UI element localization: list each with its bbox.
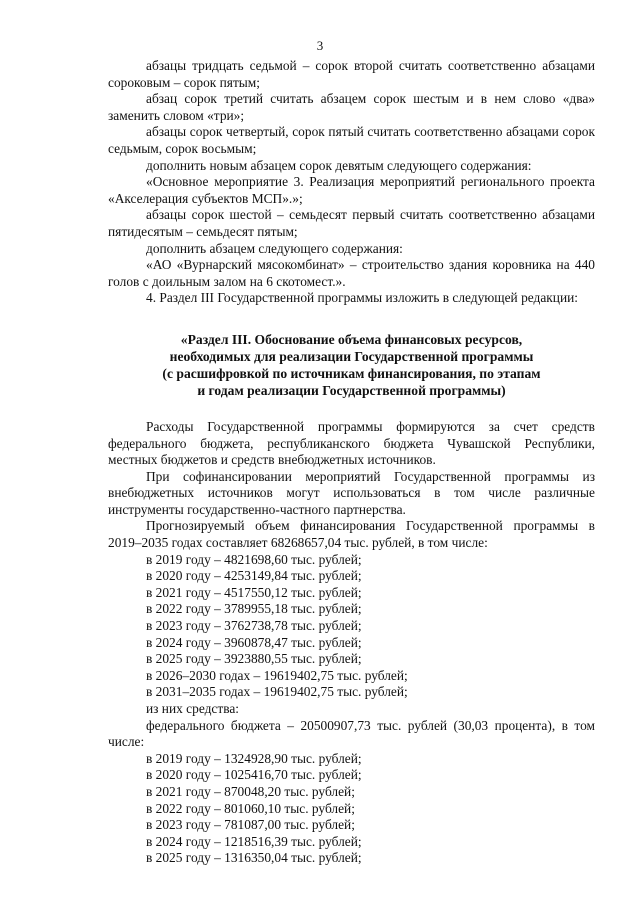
list-item: в 2019 году – 4821698,60 тыс. рублей; — [146, 551, 362, 567]
list-item: в 2021 году – 4517550,12 тыс. рублей; — [146, 584, 362, 600]
list-item: в 2022 году – 3789955,18 тыс. рублей; — [146, 601, 362, 617]
heading-line: необходимых для реализации Государственной программы — [169, 348, 534, 364]
heading-line: (с расшифровкой по источникам финансирования, по этапам — [162, 365, 541, 381]
list-item: в 2025 году – 3923880,55 тыс. рублей; — [146, 651, 362, 667]
list-item: в 2019 году – 1324928,90 тыс. рублей; — [146, 750, 362, 766]
total-by-year-list — [108, 552, 595, 701]
paragraph-renumber-43: абзац сорок третий считать абзацем сорок шестым и в нем слово «два» заменить словом «три»; — [108, 91, 595, 123]
list-item: в 2031–2035 годах – 19619402,75 тыс. рублей; — [146, 684, 408, 700]
paragraph-main-activity-3: «Основное мероприятие 3. Реализация мероприятий регионального проекта «Акселерация субъектов МСП».»; — [108, 174, 595, 206]
list-item: в 2024 году – 1218516,39 тыс. рублей; — [146, 833, 362, 849]
section-3-heading — [108, 331, 595, 399]
paragraph-vurnar-plant: «АО «Вурнарский мясокомбинат» – строительство здания коровника на 440 голов с доильным залом на 6 скотомест.». — [108, 257, 595, 289]
federal-by-year-list — [108, 751, 595, 867]
list-item: в 2023 году – 781087,00 тыс. рублей; — [146, 817, 355, 833]
heading-line: «Раздел III. Обоснование объема финансовых ресурсов, — [180, 331, 523, 347]
list-item: в 2021 году – 870048,20 тыс. рублей; — [146, 783, 355, 799]
paragraph-renumber-44-45: абзацы сорок четвертый, сорок пятый считать соответственно абзацами сорок седьмым, сорок восьмым; — [108, 124, 595, 156]
paragraph-total-volume: Прогнозируемый объем финансирования Государственной программы в 2019–2035 годах составляет 68268657,04 тыс. рублей, в том числе: — [108, 518, 595, 551]
heading-line: и годам реализации Государственной программы) — [197, 382, 506, 398]
paragraph-renumber-37-42: абзацы тридцать седьмой – сорок второй считать соответственно абзацами сороковым – сорок пятым; — [108, 58, 595, 90]
paragraph-expense-sources: Расходы Государственной программы формируются за счет средств федерального бюджета, республиканского бюджета Чувашской Республики, местных бюджетов и средств внебюджетных источников. — [108, 418, 595, 468]
paragraph-add-new: дополнить абзацем следующего содержания: — [146, 240, 403, 256]
list-item: в 2023 году – 3762738,78 тыс. рублей; — [146, 618, 362, 634]
paragraph-add-49: дополнить новым абзацем сорок девятым следующего содержания: — [146, 157, 532, 173]
page-number: 3 — [316, 38, 324, 53]
paragraph-federal-budget: федерального бюджета – 20500907,73 тыс. рублей (30,03 процента), в том числе: — [108, 717, 595, 750]
paragraph-renumber-46-71: абзацы сорок шестой – семьдесят первый считать соответственно абзацами пятидесятым – семьдесят пятым; — [108, 207, 595, 239]
list-item: в 2020 году – 4253149,84 тыс. рублей; — [146, 568, 362, 584]
list-item: в 2026–2030 годах – 19619402,75 тыс. рублей; — [146, 667, 408, 683]
list-item: в 2020 году – 1025416,70 тыс. рублей; — [146, 767, 362, 783]
list-item: в 2025 году – 1316350,04 тыс. рублей; — [146, 850, 362, 866]
paragraph-section-3-amendment: 4. Раздел III Государственной программы изложить в следующей редакции: — [146, 290, 579, 306]
document-body — [108, 58, 595, 867]
paragraph-cofinancing: При софинансировании мероприятий Государственной программы из внебюджетных источников могут использоваться в том числе различные инструменты государственно-частного партнерства. — [108, 468, 595, 517]
list-item: в 2022 году – 801060,10 тыс. рублей; — [146, 800, 355, 816]
sources-intro: из них средства: — [146, 701, 240, 716]
list-item: в 2024 году – 3960878,47 тыс. рублей; — [146, 634, 362, 650]
